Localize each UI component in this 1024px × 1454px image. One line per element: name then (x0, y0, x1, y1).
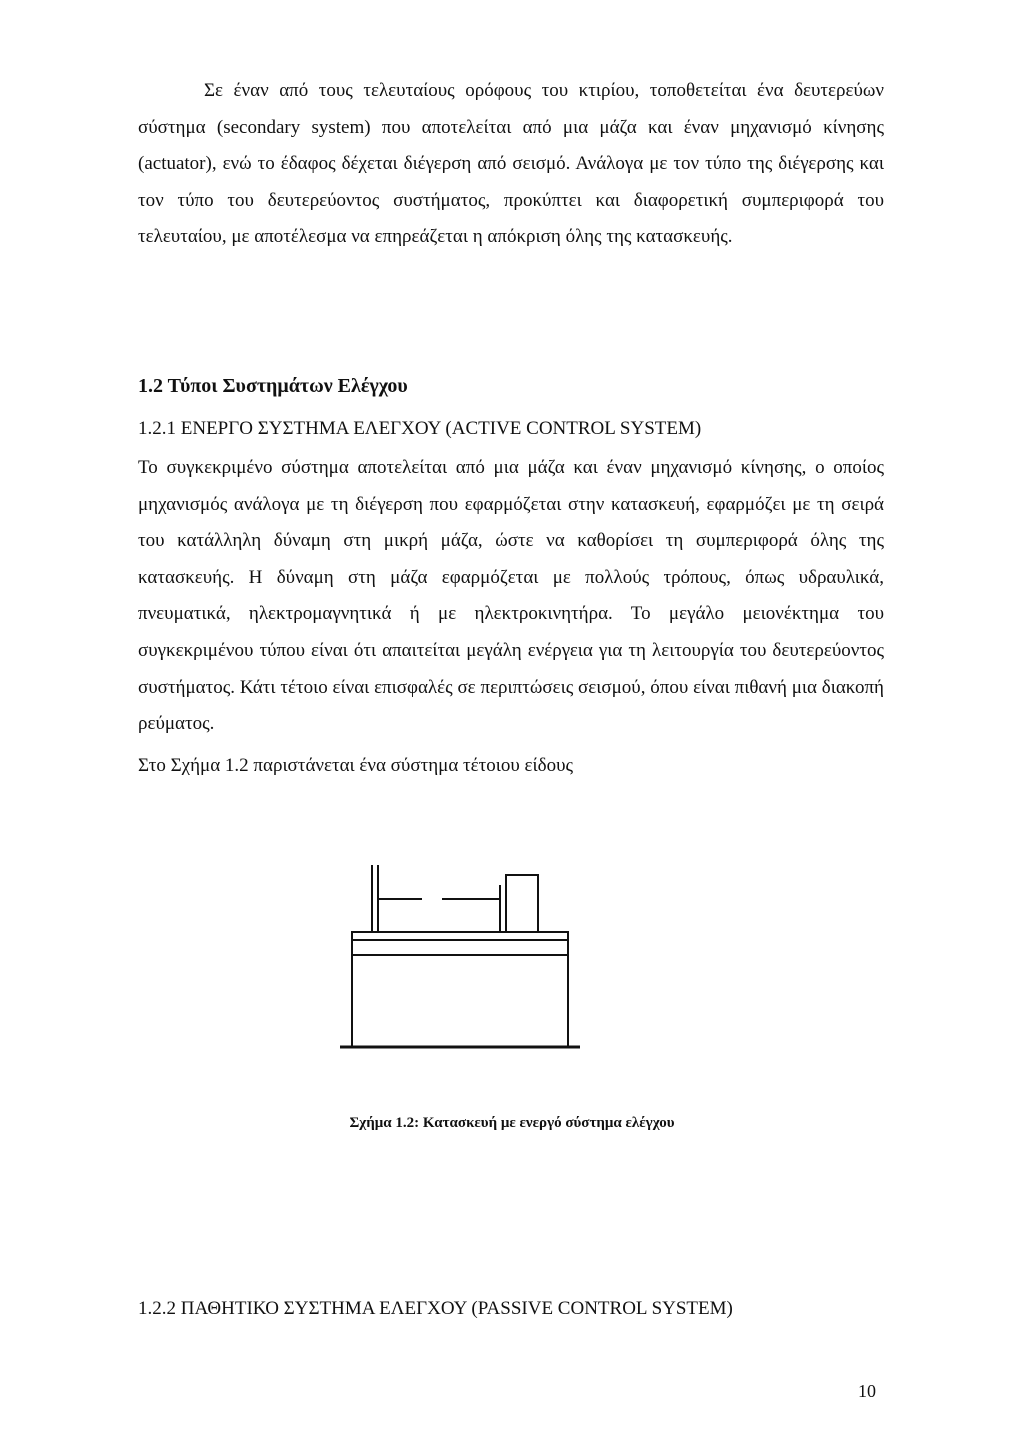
passive-control-heading: 1.2.2 ΠΑΘΗΤΙΚΟ ΣΥΣΤΗΜΑ ΕΛΕΓΧΟΥ (PASSIVE CONTROL SYSTEM) (138, 1298, 733, 1319)
active-control-body: Το συγκεκριμένο σύστημα αποτελείται από μια μάζα και έναν μηχανισμό κίνησης, ο οποίος μηχανισμός ανάλογα με τη διέγερση που εφαρμόζεται στην κατασκευή, εφαρμόζει με τη σειρά του κατάλληλη δύναμη στη μικρή μάζα, ώστε να καθορίσει τη συμπεριφορά όλης της κατασκευής. Η δύναμη στη μάζα εφαρμόζεται με πολλούς τρόπους, όπως υδραυλικά, πνευματικά, ηλεκτρομαγνητικά ή με ηλεκτροκινητήρα. Το μεγάλο μειονέκτημα του συγκεκριμένου τύπου είναι ότι απαιτείται μεγάλη ενέργεια για τη λειτουργία του δευτερεύοντος συστήματος. Κάτι τέτοιο είναι επισφαλές σε περιπτώσεις σεισμού, όπου είναι πιθανή μια διακοπή ρεύματος. (138, 457, 884, 735)
figure-caption: Σχήμα 1.2: Κατασκευή με ενεργό σύστημα ελέγχου (349, 1115, 675, 1131)
secondary-mass-block (506, 875, 538, 932)
active-control-paragraph (138, 450, 884, 743)
intro-paragraph (138, 73, 884, 256)
intro-text: Σε έναν από τους τελευταίους ορόφους του κτιρίου, τοποθετείται ένα δευτερεύων σύστημα (secondary system) που αποτελείται από μια μάζα και έναν μηχανισμό κίνησης (actuator), ενώ το έδαφος δέχεται διέγερση από σεισμό. Ανάλογα με τον τύπο της διέγερσης και τον τύπο του δευτερεύοντος συστήματος, προκύπτει και διαφορετική συμπεριφορά του τελευταίου, με αποτέλεσμα να επηρεάζεται η απόκριση όλης της κατασκευής. (138, 80, 884, 248)
section-heading: 1.2 Τύποι Συστημάτων Ελέγχου (138, 375, 408, 397)
figure-reference: Στο Σχήμα 1.2 παριστάνεται ένα σύστημα τέτοιου είδους (138, 755, 574, 776)
page-number: 10 (858, 1381, 876, 1401)
active-control-diagram (330, 855, 590, 1055)
active-control-heading: 1.2.1 ΕΝΕΡΓΟ ΣΥΣΤΗΜΑ ΕΛΕΓΧΟΥ (ACTIVE CONTROL SYSTEM) (138, 418, 702, 439)
floor-slab (352, 932, 568, 940)
